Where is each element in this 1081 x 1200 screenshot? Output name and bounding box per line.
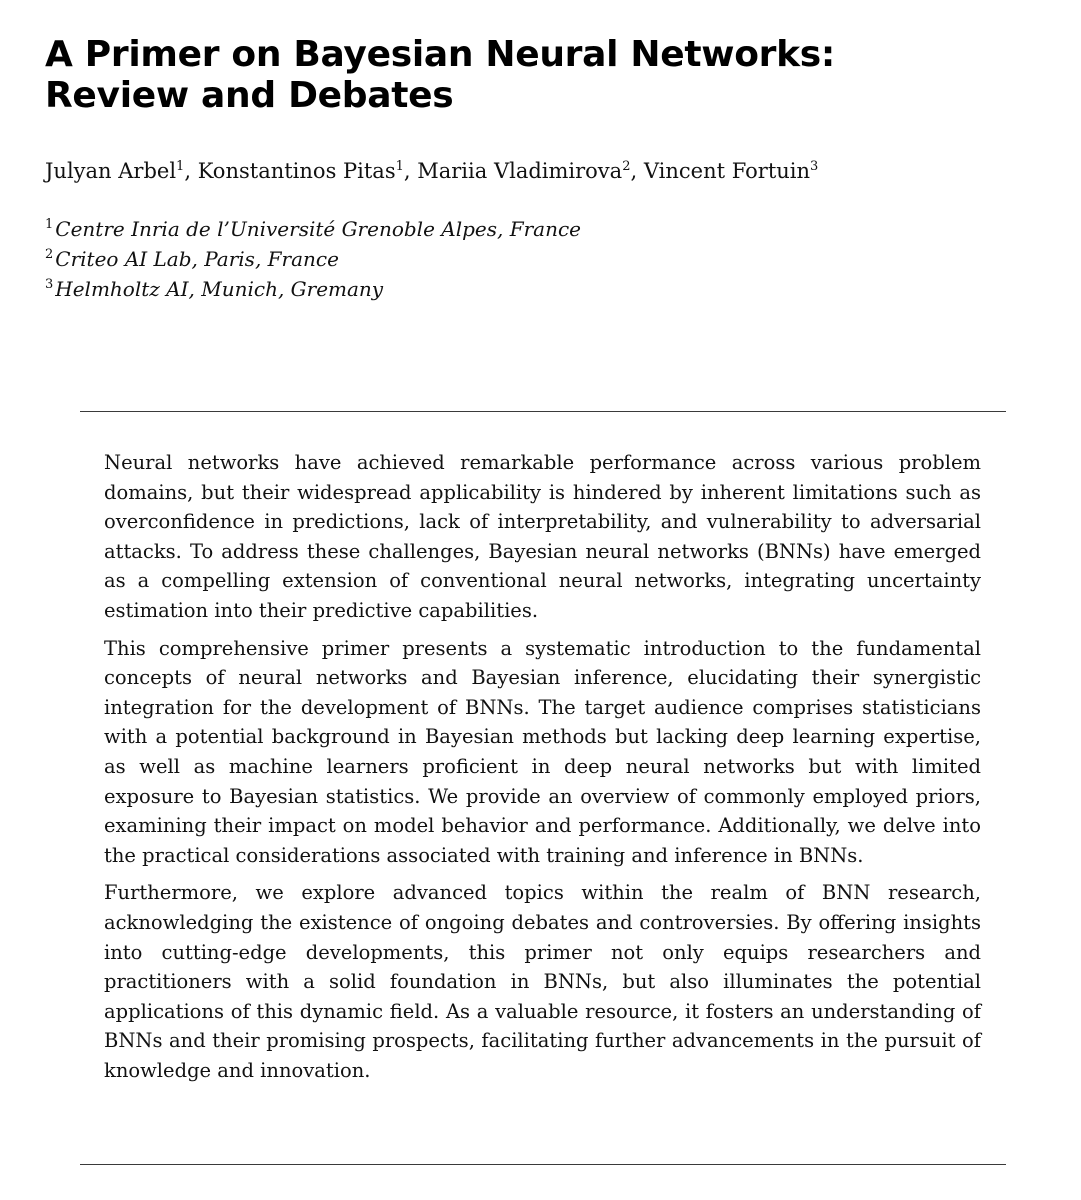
abstract-paragraph: Furthermore, we explore advanced topics within the realm of BNN research, acknowledging the existence of ongoing debates and controversies. By offering insights into cutting-edge developments, this primer not only equips researchers and practitioners with a solid foundation in BNNs, but also illuminates the potential applications of this dynamic field. As a valuable resource, it fosters an understanding of BNNs and their promising prospects, facilitating further advancements in the pursuit of knowledge and innovation. (104, 881, 981, 1082)
author-affiliation-mark: 1 (395, 159, 404, 174)
affiliation-text: Centre Inria de l’Université Grenoble Alpes, France (55, 217, 582, 241)
affiliation-list (45, 214, 1025, 304)
abstract-paragraph: Neural networks have achieved remarkable performance across various problem domains, but their widespread applicability is hindered by inherent limitations such as overconfidence in predictions, lack of interpretability, and vulnerability to adversarial attacks. To address these challenges, Bayesian neural networks (BNNs) have emerged as a compelling extension of conventional neural networks, integrating uncertainty estimation into their predictive capabilities. (104, 451, 981, 622)
affiliation-text: Criteo AI Lab, Paris, France (55, 247, 339, 271)
affiliation-number: 2 (45, 247, 54, 262)
abstract (104, 448, 981, 1093)
affiliation-item (45, 244, 1025, 274)
author-affiliation-mark: 2 (622, 159, 631, 174)
author-affiliation-mark: 1 (176, 159, 185, 174)
abstract-bottom-rule (80, 1164, 1006, 1165)
author-name: Konstantinos Pitas (197, 159, 396, 183)
affiliation-number: 1 (45, 217, 54, 232)
affiliation-item (45, 214, 1025, 244)
affiliation-text: Helmholtz AI, Munich, Gremany (55, 277, 384, 301)
affiliation-item (45, 274, 1025, 304)
author-name: Julyan Arbel (45, 159, 177, 183)
title-line-1: A Primer on Bayesian Neural Networks: (45, 34, 835, 75)
affiliation-number: 3 (45, 277, 54, 292)
author-name: Mariia Vladimirova (417, 159, 623, 183)
title-line-2: Review and Debates (45, 75, 454, 116)
author-affiliation-mark: 3 (810, 159, 819, 174)
paper-title (45, 34, 1025, 116)
author-name: Vincent Fortuin (643, 159, 811, 183)
abstract-top-rule (80, 411, 1006, 412)
abstract-paragraph: This comprehensive primer presents a systematic introduction to the fundamental concepts of neural networks and Bayesian inference, elucidating their synergistic integration for the development of BNNs. The target audience comprises statisticians with a potential background in Bayesian methods but lacking deep learning expertise, as well as machine learners proficient in deep neural networks but with limited exposure to Bayesian statistics. We provide an overview of commonly employed priors, examining their impact on model behavior and performance. Additionally, we delve into the practical considerations associated with training and inference in BNNs. (104, 636, 981, 867)
author-list: Julyan Arbel$^1$, Konstantinos Pitas$^1$, Mariia Vladimirova$^2$, Vincent Fortuin$^3$ (45, 159, 819, 183)
